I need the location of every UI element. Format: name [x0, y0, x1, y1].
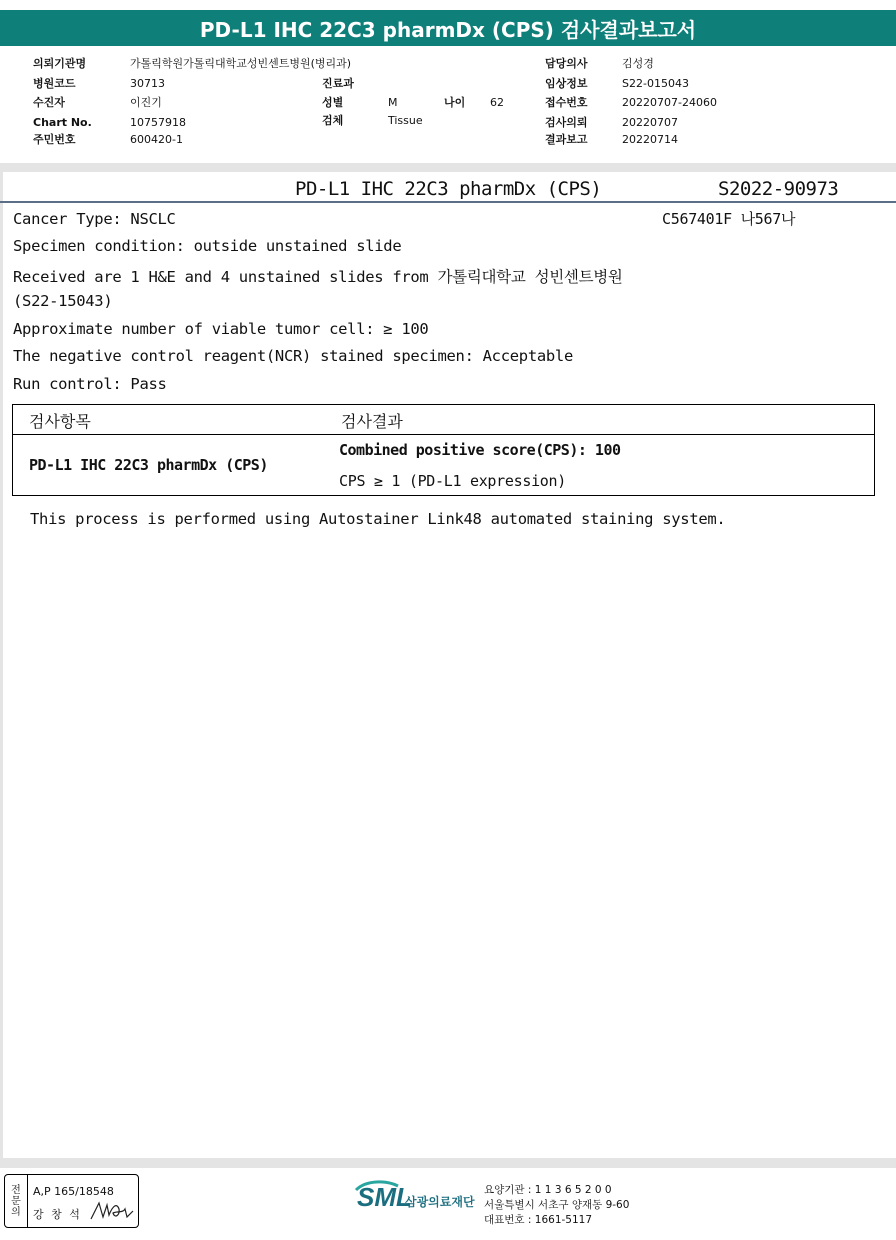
result-table [12, 404, 875, 496]
label-doctor: 담당의사 [545, 57, 588, 70]
label-requesting-institution: 의뢰기관명 [33, 57, 87, 70]
specimen-code: C567401F 나567나 [662, 210, 796, 228]
value-age: 62 [490, 96, 504, 109]
label-department: 진료과 [322, 77, 354, 90]
label-age: 나이 [444, 96, 466, 109]
body-line-case-number: (S22-15043) [13, 292, 113, 310]
stamp-label-char: 의 [11, 1206, 21, 1218]
institution-address: 서울특별시 서초구 양재동 9-60 [484, 1199, 630, 1211]
report-title: PD-L1 IHC 22C3 pharmDx (CPS) 검사결과보고서 [199, 17, 697, 42]
column-header-test-item: 검사항목 [29, 412, 91, 431]
frame-left-border [0, 172, 3, 1158]
value-clinical-info: S22-015043 [622, 77, 689, 90]
label-request-date: 검사의뢰 [545, 116, 588, 129]
label-patient-name: 수진자 [33, 96, 65, 109]
value-accession-number: 20220707-24060 [622, 96, 717, 109]
frame-bottom-border [0, 1158, 896, 1168]
value-patient-name: 이진기 [130, 96, 162, 109]
value-specimen: Tissue [388, 114, 423, 127]
label-report-date: 결과보고 [545, 133, 588, 146]
label-hospital-code: 병원코드 [33, 77, 76, 90]
body-line-run-control: Run control: Pass [13, 375, 167, 393]
value-hospital-code: 30713 [130, 77, 165, 90]
result-cps-score: Combined positive score(CPS): 100 [339, 441, 621, 459]
report-title-bar [0, 10, 896, 46]
process-footnote: This process is performed using Autostainer Link48 automated staining system. [30, 510, 726, 528]
label-sex: 성별 [322, 96, 344, 109]
stamp-label-char: 문 [11, 1195, 21, 1207]
table-header-divider [13, 434, 874, 435]
physician-name: 강 창 석 [33, 1208, 82, 1221]
value-chart-no: 10757918 [130, 116, 186, 129]
sml-logo: SML [357, 1182, 412, 1212]
body-line-cancer-type: Cancer Type: NSCLC [13, 210, 176, 228]
value-report-date: 20220714 [622, 133, 678, 146]
body-line-specimen-condition: Specimen condition: outside unstained slide [13, 237, 402, 255]
value-request-date: 20220707 [622, 116, 678, 129]
label-specimen: 검체 [322, 114, 344, 127]
specimen-id: S2022-90973 [718, 178, 839, 200]
value-requesting-institution: 가톨릭학원가톨릭대학교성빈센트병원(병리과) [130, 57, 352, 70]
report-subtitle: PD-L1 IHC 22C3 pharmDx (CPS) [295, 178, 602, 200]
label-clinical-info: 임상정보 [545, 77, 588, 90]
label-chart-no: Chart No. [33, 116, 92, 129]
institution-code: 요양기관 : 1 1 3 6 5 2 0 0 [484, 1184, 612, 1196]
signature-icon [89, 1199, 135, 1223]
column-header-test-result: 검사결과 [341, 412, 403, 431]
label-accession-number: 접수번호 [545, 96, 588, 109]
heading-divider [0, 201, 896, 203]
stamp-label [5, 1175, 28, 1227]
result-cps-interpretation: CPS ≥ 1 (PD-L1 expression) [339, 472, 567, 490]
body-line-negative-control: The negative control reagent(NCR) stained specimen: Acceptable [13, 347, 573, 365]
physician-license: A,P 165/18548 [33, 1185, 114, 1198]
label-resident-number: 주민번호 [33, 133, 76, 146]
value-sex: M [388, 96, 398, 109]
body-line-received-slides: Received are 1 H&E and 4 unstained slides from 가톨릭대학교 성빈센트병원 [13, 268, 623, 286]
value-doctor: 김성경 [622, 57, 654, 70]
header-separator [0, 163, 896, 172]
institution-phone: 대표번호 : 1661-5117 [484, 1214, 593, 1226]
test-item-name: PD-L1 IHC 22C3 pharmDx (CPS) [29, 456, 268, 474]
value-resident-number: 600420-1 [130, 133, 183, 146]
body-line-viable-tumor-cells: Approximate number of viable tumor cell: ≥ 100 [13, 320, 429, 338]
company-name: 삼광의료재단 [405, 1195, 475, 1209]
physician-stamp [4, 1174, 139, 1228]
stamp-label-char: 전 [11, 1184, 21, 1196]
